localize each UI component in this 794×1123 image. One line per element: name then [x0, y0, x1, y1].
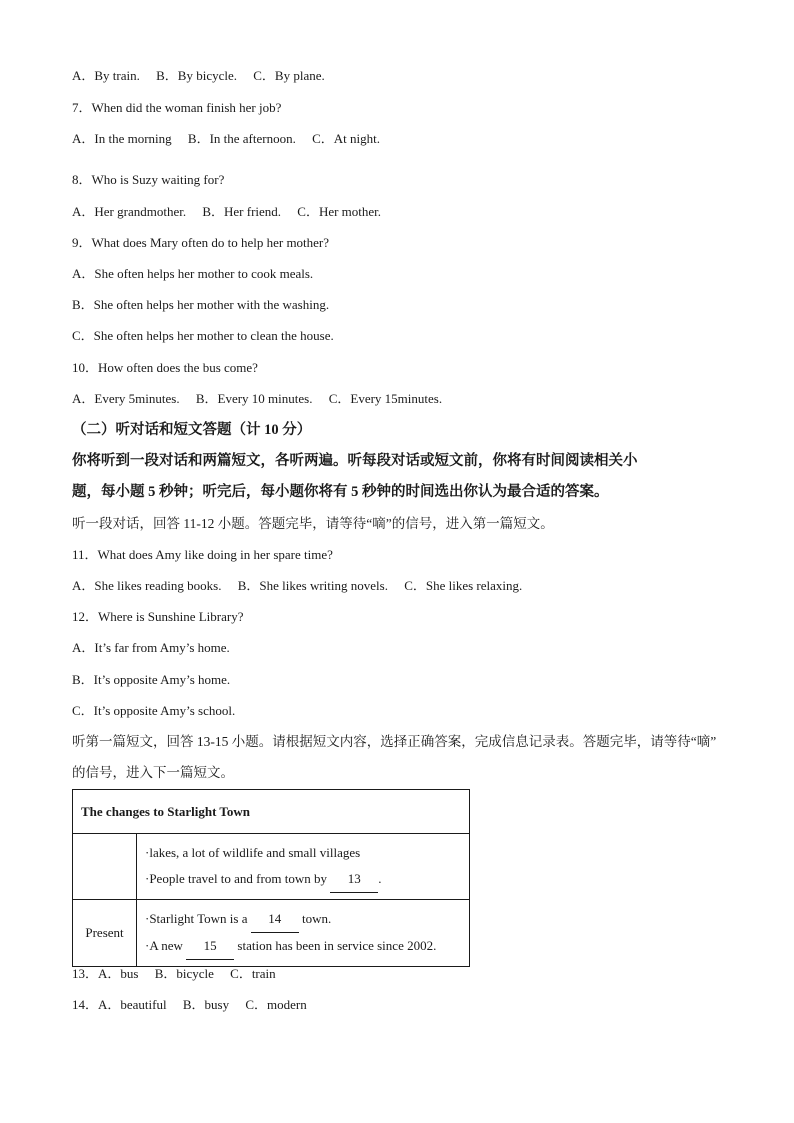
present-line-2	[145, 933, 461, 960]
present-line-2-end: station has been in service since 2002.	[234, 938, 437, 953]
present-line-1-end: town.	[298, 911, 332, 926]
blank-13: 13	[330, 866, 378, 893]
past-line-1: ·lakes, a lot of wildlife and small villages	[145, 845, 361, 860]
present-line-2-text: ·A new	[145, 938, 187, 953]
q12-option-a: A．It’s far from Amy’s home.	[72, 640, 230, 655]
instructions-line-1: 你将听到一段对话和两篇短文，各听两遍。听每段对话或短文前，你将有时间阅读相关小	[72, 453, 638, 469]
q9-option-a: A．She often helps her mother to cook meals.	[72, 266, 314, 281]
question-7: 7．When did the woman finish her job?	[72, 100, 282, 115]
blank-15: 15	[186, 933, 234, 960]
q14-options: 14．A．beautiful B．busy C．modern	[72, 997, 307, 1012]
past-label	[73, 834, 137, 900]
passage-intro-line-1: 听第一篇短文，回答 13-15 小题。请根据短文内容，选择正确答案，完成信息记录表。答题完毕，请等待“嘀”	[72, 734, 717, 749]
question-10: 10．How often does the bus come?	[72, 360, 258, 375]
present-cell	[137, 900, 470, 967]
present-label: Present	[73, 900, 137, 967]
table-title: The changes to Starlight Town	[73, 790, 470, 834]
q9-option-b: B．She often helps her mother with the washing.	[72, 297, 330, 312]
past-cell	[137, 834, 470, 900]
section-title: （二）听对话和短文答题（计 10 分）	[72, 422, 312, 438]
q13-options: 13．A．bus B．bicycle C．train	[72, 966, 276, 981]
passage-intro-line-2: 的信号，进入下一篇短文。	[72, 765, 234, 780]
q11-options: A．She likes reading books. B．She likes writing novels. C．She likes relaxing.	[72, 578, 523, 593]
q12-option-c: C．It’s opposite Amy’s school.	[72, 703, 236, 718]
q8-options: A．Her grandmother. B．Her friend. C．Her mother.	[72, 204, 382, 219]
past-line-2-text: ·People travel to and from town by	[145, 871, 331, 886]
blank-14: 14	[251, 906, 299, 933]
q10-options: A．Every 5minutes. B．Every 10 minutes. C．Every 15minutes.	[72, 391, 443, 406]
past-line-2	[145, 866, 461, 893]
dialog-intro: 听一段对话，回答 11-12 小题。答题完毕，请等待“嘀”的信号，进入第一篇短文。	[72, 516, 554, 531]
q9-option-c: C．She often helps her mother to clean the house.	[72, 328, 334, 343]
question-11: 11．What does Amy like doing in her spare time?	[72, 547, 333, 562]
q6-options: A．By train. B．By bicycle. C．By plane.	[72, 68, 325, 83]
present-line-1-text: ·Starlight Town is a	[145, 911, 251, 926]
q12-option-b: B．It’s opposite Amy’s home.	[72, 672, 231, 687]
question-12: 12．Where is Sunshine Library?	[72, 609, 244, 624]
question-8: 8．Who is Suzy waiting for?	[72, 172, 225, 187]
past-line-2-end: .	[378, 871, 382, 886]
q7-options: A．In the morning B．In the afternoon. C．At night.	[72, 131, 380, 146]
question-9: 9．What does Mary often do to help her mother?	[72, 235, 330, 250]
present-line-1	[145, 906, 461, 933]
instructions-line-2: 题，每小题 5 秒钟；听完后，每小题你将有 5 秒钟的时间选出你认为最合适的答案。	[72, 484, 609, 500]
info-record-table	[72, 789, 470, 967]
